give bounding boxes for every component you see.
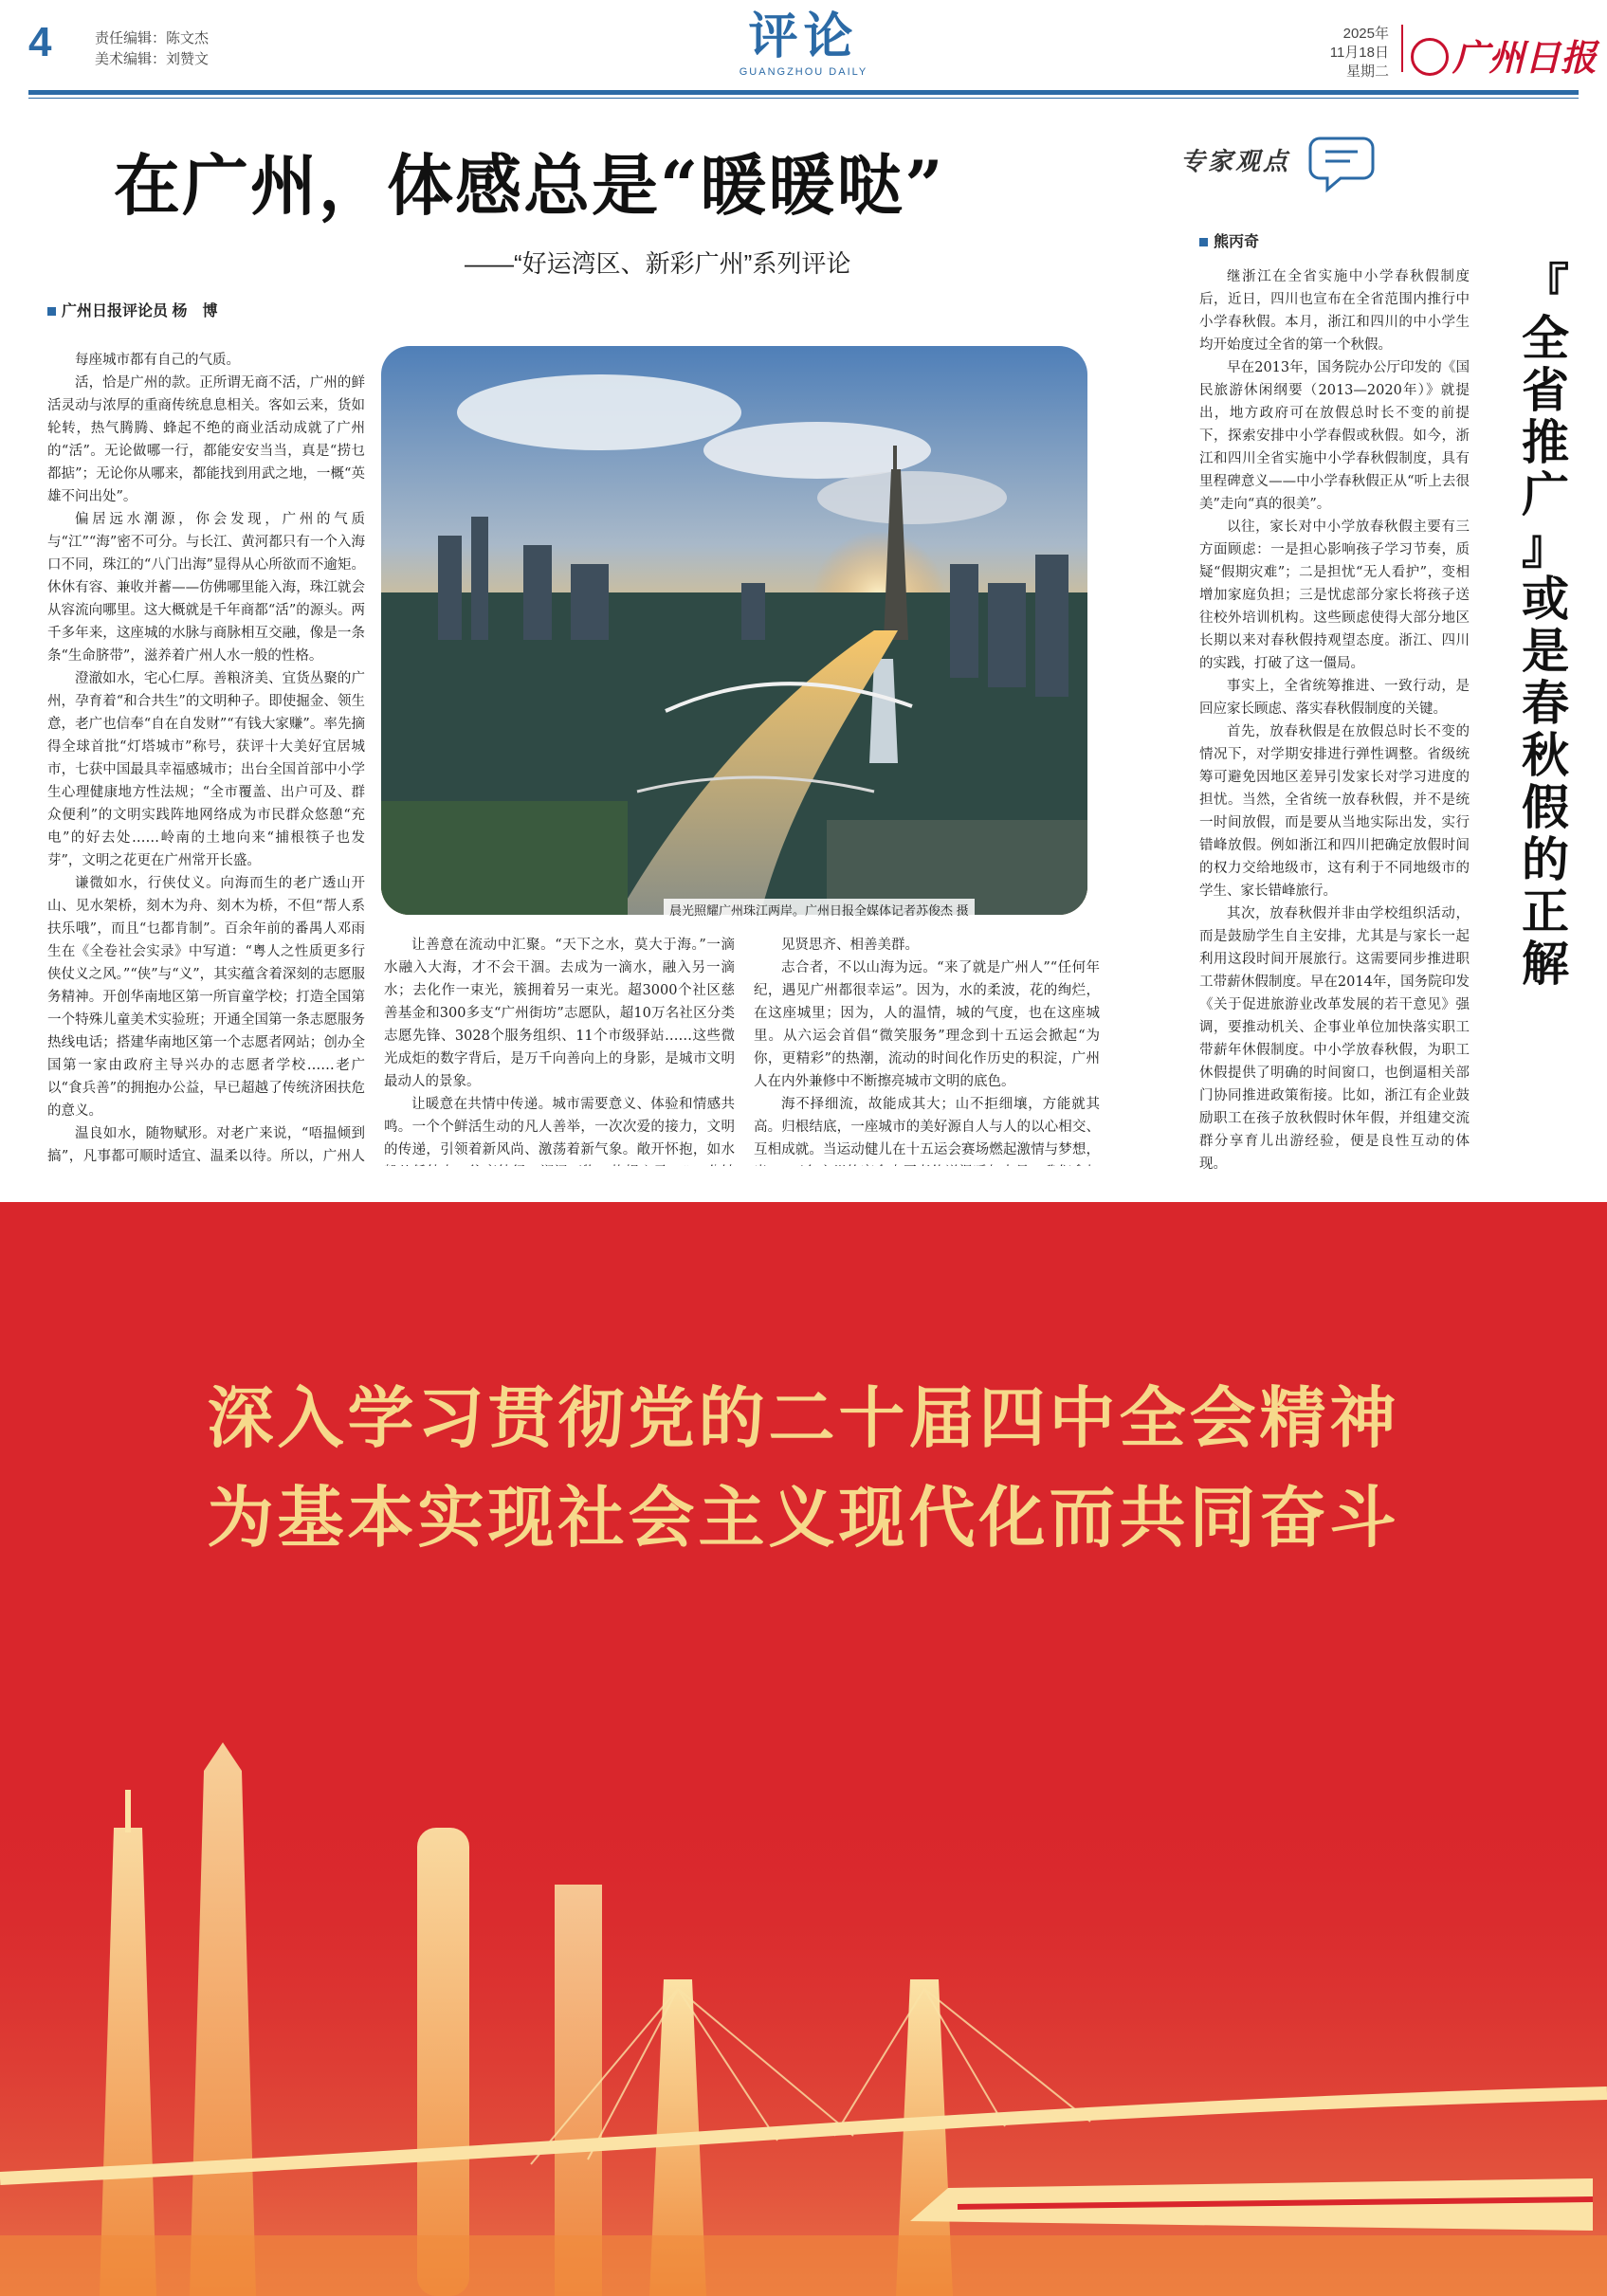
issue-date [1318, 25, 1389, 82]
date-weekday: 星期二 [1345, 64, 1389, 80]
paragraph: 见贤思齐、相善美群。 [781, 938, 919, 953]
author-name: 熊丙奇 [1214, 234, 1260, 250]
expert-view-label [1180, 142, 1290, 177]
paragraph: 谦微如水，行侠仗义。向海而生的老广透山开山、见水架桥，刻木为舟、刻木为桥，不但“帮人系扶乐哦”，而且“乜都肯制”。百余年前的番禺人邓雨生在《全卷社会实录》中写道：“粤人之性质更多行侠仗义之风。”“侠”与“义”，其实蕴含着深刻的志愿服务精神。开创华南地区第一所盲童学校；打造全国第一个特殊儿童美术实验班；开通全国第一条志愿服务热线电话；搭建华南地区第一个志愿者网站；创办全国第一家由政府主导兴办的志愿者学校……老广以“食兵善”的拥抱办公益，早已超越了传统济困扶危的意义。 [47, 876, 365, 1119]
page-number: 4 [28, 19, 52, 65]
expert-article-title [1507, 261, 1583, 991]
article-column-3 [754, 934, 1100, 1166]
paragraph: 海不择细流，故能成其大；山不拒细壤，方能就其高。归根结底，一座城市的美好源自人与人的以心相交、互相成就。当运动健儿在十五运会赛场燃起激情与梦想， [754, 1097, 1100, 1157]
article-column-2 [384, 934, 735, 1166]
paragraph: 偏居远水潮源，你会发现，广州的气质与“江”“海”密不可分。与长江、黄河都只有一个入海口不同，珠江的“八门出海”显得从心所欲而不逾矩。休休有容、兼收并蓄——仿佛哪里能入海，珠江就会从容流向哪里。这大概就是千年商都“活”的源头。两千多年来，这座城的水脉与商脉相互交融，像是一条条“生命脐带”，滋养着广州人水一般的性格。 [47, 512, 365, 664]
paragraph: 继浙江在全省实施中小学春秋假制度后，近日，四川也宣布在全省范围内推行中小学春秋假。本月，浙江和四川的中小学生均开始度过全省的第一个秋假。 [1199, 269, 1470, 353]
header-rule-thin [28, 98, 1579, 99]
paragraph: 其次，放春秋假并非由学校组织活动，而是鼓励学生自主安排，尤其是与家长一起利用这段时间开展旅行。这需要同步推进职工带薪休假制度。早在2014年，国务院印发《关于促进旅游业改革发展的若干意见》强调，要推动机关、企事业单位加快落实职工带薪年休假制度。中小学放春秋假，为职工休假提供了明确的时间窗口，也倒逼相关部门协同推进政策衔接。比如，浙江有企业鼓励职工在孩子放秋假时休年假，并组建交流群分享育儿出游经验，便是良性互动的体现。 [1199, 906, 1470, 1172]
paragraph: 首先，放春秋假是在放假总时长不变的情况下，对学期安排进行弹性调整。省级统筹可避免因地区差异引发家长对学习进度的担忧。当然，全省统一放春秋假，并不是统一时间放假，而是要从当地实际出发，实行错峰放假。例如浙江和四川把确定放假时间的权力交给地级市，这有利于不同地级市的学生、家长错峰旅行。 [1199, 724, 1470, 899]
date-day: 11月18日 [1329, 45, 1389, 61]
paragraph: 活，恰是广州的款。正所谓无商不活，广州的鲜活灵动与浓厚的重商传统息息相关。客如云来，货如轮转，热气腾腾、蜂起不绝的商业活动成就了广州的“活”。无论做哪一行，都能安安当当，真是“捞乜都掂”；无论你从哪来，都能找到用武之地，一概“英雄不问出处”。 [47, 375, 365, 504]
header-rule [28, 90, 1579, 95]
paragraph: 让暖意在共情中传递。城市需要意义、体验和情感共鸣。一个个鲜活生动的凡人善举，一次次爱的接力，文明的传递，引领着新风尚、激荡着新气象。敞开怀抱，如水 [384, 1097, 735, 1157]
paragraph: 早在2013年，国务院办公厅印发的《国民旅游休闲纲要（2013—2020年）》就提出，地方政府可在放假总时长不变的前提下，探索安排中小学春假或秋假。如今，浙江和四川全省实施中小学春秋假制度，具有里程碑意义——中小学春秋假正从“听上去很美”走向“真的很美”。 [1199, 360, 1470, 512]
banner-slogan-line2: 为基本实现社会主义现代化而共同奋斗 [207, 1481, 1400, 1555]
art-editor-line: 美术编辑：刘赞文 [95, 51, 210, 67]
photo-caption: 晨光照耀广州珠江两岸。广州日报全媒体记者苏俊杰 摄 [664, 899, 975, 920]
title-char: 解 [1522, 938, 1569, 991]
title-char: 广 [1522, 468, 1569, 521]
paragraph: 以往，家长对中小学放春秋假主要有三方面顾虑：一是担心影响孩子学习节奏，质疑“假期灾难”；二是担忧“无人看护”，变相增加家庭负担；三是忧虑部分家长将孩子送往校外培训机构。这些顾虑使得大部分地区长期以来对春秋假持观望态度。浙江、四川的实践，打破了这一僵局。 [1199, 519, 1470, 671]
paragraph: 温良如水，随物赋形。对老广来说，“唔揾倾到搞”，凡事都可顺时适宜、温柔以待。所以，广州人 [47, 1126, 365, 1164]
paper-name: 广州日报 [1452, 36, 1598, 79]
paragraph: 每座城市都有自己的气质。 [75, 353, 240, 368]
paragraph: 澄澈如水，宅心仁厚。善粮济美、宜货丛聚的广州，孕育着“和合共生”的文明种子。即使掘金、领生意，老广也信奉“自在自发财”“有钱大家赚”。率先摘得全球首批“灯塔城市”称号，获评十大美好宜居城市，七获中国最具幸福感城市；出台全国首部中小学生心理健康地方性法规；“全市覆盖、出户可及、群众便利”的文明实践阵地网络成为市民群众悠憩“充电”的好去处……岭南的土地向来“捕根筷子也发芽”，文明之花更在广州常开长盛。 [47, 671, 365, 868]
section-title: 评论 [748, 8, 859, 65]
editor-line: 责任编辑：陈文杰 [95, 30, 210, 46]
paper-logo [1411, 28, 1597, 81]
title-char: 的 [1522, 833, 1569, 886]
title-char: 秋 [1522, 729, 1569, 782]
article-column-1 [47, 349, 365, 1166]
article-byline [47, 299, 217, 320]
masthead-divider [1401, 25, 1403, 72]
paper-emblem-icon [1411, 38, 1449, 76]
title-char: 全 [1522, 312, 1569, 365]
paragraph: 让善意在流动中汇聚。“天下之水，莫大于海。”一滴水融入大海，才不会干涸。去成为一滴水，融入另一滴水；去化作一束光，簇拥着另一束光。超3000个社区慈善基金和300多支“广州街坊”志愿队，超10万名社区分类志愿先锋、3028个服务组织、11个市级驿站……这些微光成炬的数字背后，是万千向善向上的身影，是城市文明最动人的景象。 [384, 938, 735, 1089]
banner-slogan-line1: 深入学习贯彻党的二十届四中全会精神 [207, 1381, 1400, 1455]
title-char: 正 [1522, 885, 1569, 938]
title-char: 春 [1522, 677, 1569, 730]
expert-view-title: 专家观点 [1180, 148, 1291, 176]
city-skyline-image [381, 346, 1087, 915]
article-headline: 在广州，体感总是“暖暖哒” [114, 146, 945, 225]
expert-author [1199, 229, 1259, 251]
expert-article-column [1199, 265, 1470, 1177]
title-char: 是 [1522, 625, 1569, 678]
byline-marker-icon [47, 307, 56, 316]
paragraph: 志合者，不以山海为远。“来了就是广州人”“任何年纪，遇见广州都很幸运”。因为，水的柔波，花的绚烂，在这座城里；因为，人的温情，城的气度，也在这座城里。从六运会首倡“微笑服务”理念到十五运会掀起“为你，更精彩”的热潮，流动的时间化作历史的积淀，广州人在内外兼修中不断擦亮城市文明的底色。 [754, 960, 1100, 1089]
title-char: 推 [1522, 416, 1569, 469]
speech-bubble-icon [1308, 133, 1384, 199]
section-subtitle: GUANGZHOU DAILY [739, 66, 868, 78]
date-year: 2025年 [1342, 26, 1389, 42]
title-char: 省 [1522, 364, 1569, 417]
pearl-river-photo [381, 346, 1087, 915]
title-char: 或 [1522, 573, 1569, 626]
byline-text: 广州日报评论员 杨 博 [62, 303, 218, 319]
author-marker-icon [1199, 238, 1208, 246]
title-char: 假 [1522, 781, 1569, 834]
article-subheadline: ——“好运湾区、新彩广州”系列评论 [465, 249, 851, 278]
title-char: 『 [1522, 260, 1569, 313]
paragraph: 事实上，全省统筹推进、一致行动，是回应家长顾虑、落实春秋假制度的关键。 [1199, 679, 1470, 717]
title-char: 』 [1522, 520, 1569, 574]
paragraph [1199, 1175, 1470, 1177]
